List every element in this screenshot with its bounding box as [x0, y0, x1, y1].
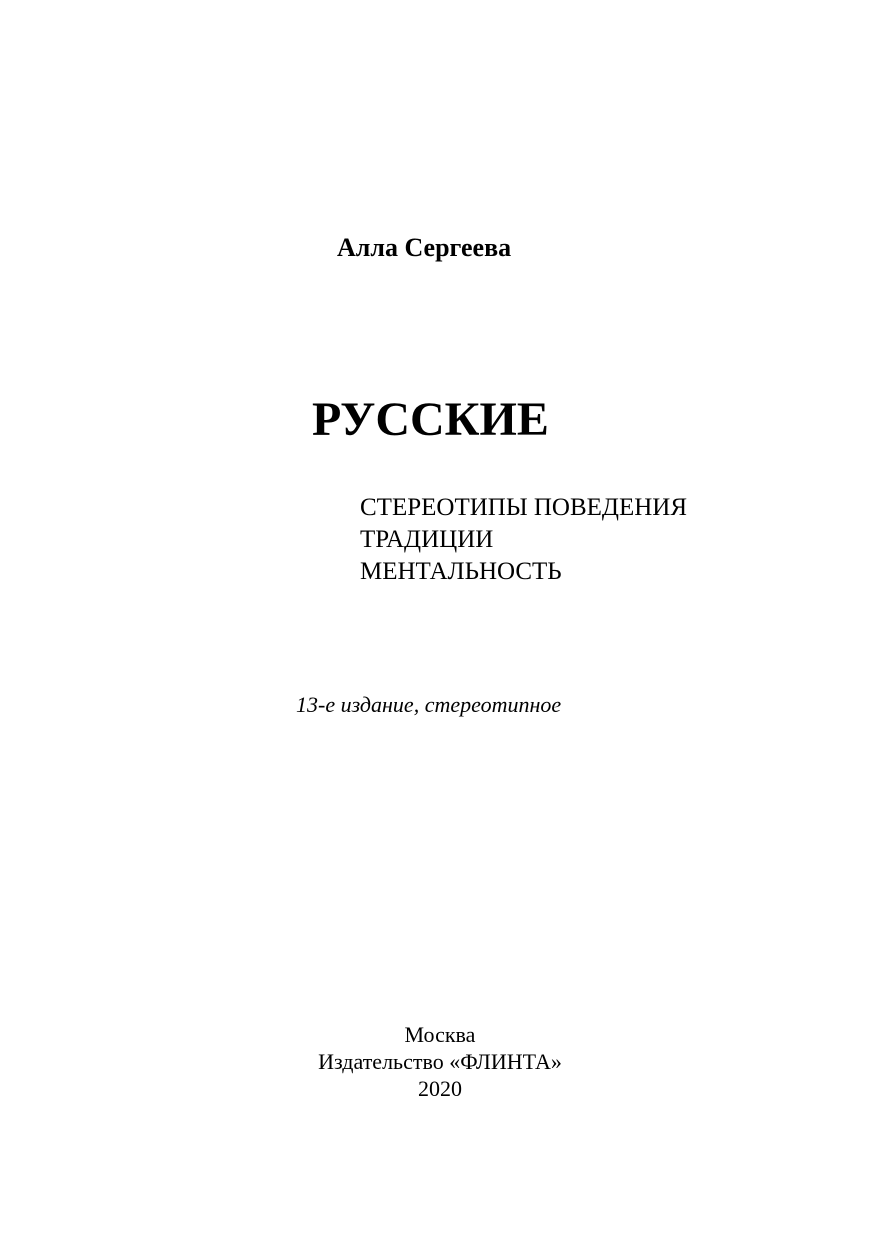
subtitle-line: МЕНТАЛЬНОСТЬ [360, 558, 562, 585]
edition-note: 13-е издание, стереотипное [296, 692, 562, 717]
imprint-publisher: Издательство «ФЛИНТА» [318, 1049, 562, 1074]
imprint-block [240, 1021, 640, 1102]
subtitle-list [360, 492, 687, 588]
subtitle-line: ТРАДИЦИИ [360, 526, 494, 553]
book-title: РУССКИЕ [312, 393, 549, 446]
imprint-city: Москва [404, 1022, 476, 1047]
imprint-year: 2020 [418, 1076, 462, 1101]
subtitle-line: СТЕРЕОТИПЫ ПОВЕДЕНИЯ [360, 494, 688, 521]
author-name: Алла Сергеева [337, 233, 512, 262]
